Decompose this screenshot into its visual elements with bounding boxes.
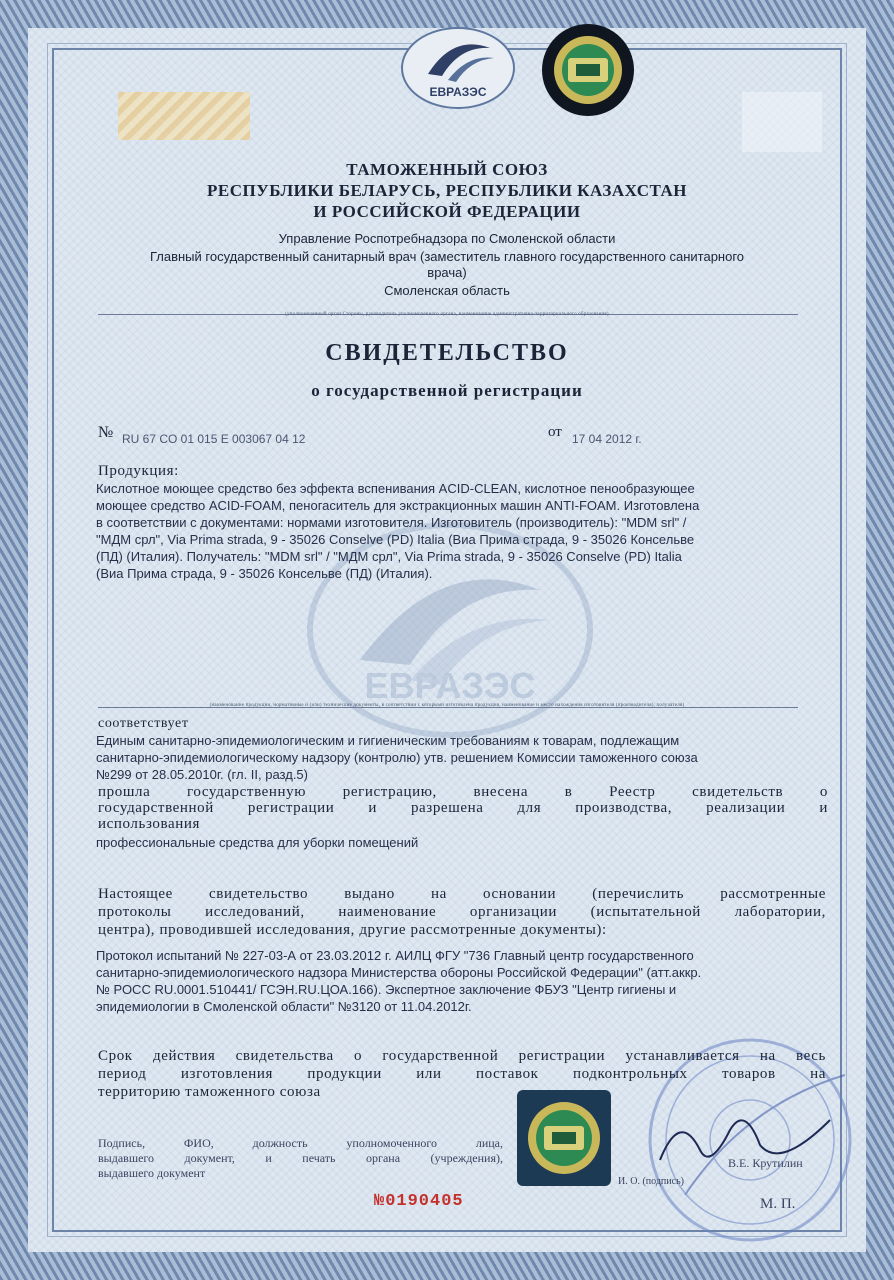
product-line: "МДМ срл", Via Prima strada, 9 - 35026 Conselve (PD) Italia (Виа Прима страда, 9 - 35026 Консельве [96,532,695,547]
protocol-line: санитарно-эпидемиологического надзора Министерства обороны Российской Федерации" (атт.аккр. [96,965,702,980]
compliance-requirements [96,732,836,783]
validity-line2: период изготовления продукции или поставок подконтрольных товаров на [98,1066,826,1082]
signature-line: выдавшего документ, и печать органа (учреждения), [98,1151,503,1165]
document-subtitle: о государственной регистрации [311,381,583,400]
basis-line2: протоколы исследований, наименование организации (испытательной лаборатории, [98,904,826,920]
compliance-label: соответствует [98,716,189,731]
protocol-line: Протокол испытаний № 227-03-А от 23.03.2012 г. АИЛЦ ФГУ "736 Главный центр государственного [96,948,694,963]
protocol-line: № РОСС RU.0001.510441/ ГСЭН.RU.ЦОА.166). Экспертное заключение ФБУЗ "Центр гигиены и [96,982,677,997]
requirement-line: Единым санитарно-эпидемиологическим и гигиеническим требованиям к товарам, подлежащим [96,733,680,748]
basis-line3: центра), проводившей исследования, другие рассмотренные документы): [98,922,607,938]
product-line: Кислотное моющее средство без эффекта вспенивания ACID-CLEAN, кислотное пенообразующее [96,481,695,496]
product-line: (ПД) (Италия). Получатель: "MDM srl" / "МДМ срл", Via Prima strada, 9 - 35026 Conselve (PD) Italia [96,549,682,564]
authority-line3: врача) [427,265,467,280]
svg-text:ЕВРАЗЭС: ЕВРАЗЭС [429,85,487,99]
eac-seal-icon [540,22,636,118]
region: Смоленская область [384,283,510,298]
eurasec-emblem-icon [398,24,518,110]
signature-line: выдавшего документ [98,1166,206,1180]
requirement-line: санитарно-эпидемиологическому надзору (контролю) утв. решением Комиссии таможенного союза [96,750,698,765]
seal-mark: М. П. [760,1196,796,1212]
authority-line2: Главный государственный санитарный врач (заместитель главного государственного санитарного [149,249,745,264]
basis-line1: Настоящее свидетельство выдано на основании (перечислить рассмотренные [98,886,826,902]
product-description [96,480,836,582]
protocol-line: эпидемиологии в Смоленской области" №3120 от 11.04.2012г. [96,999,472,1014]
eac-hologram-icon [517,1090,611,1186]
hologram-strip [118,92,250,140]
authority-line1: Управление Роспотребнадзора по Смоленской области [278,231,616,246]
union-title-line3: И РОССИЙСКОЙ ФЕДЕРАЦИИ [313,202,581,221]
signature-instructions [98,1136,503,1181]
product-line: моющее средство ACID-FOAM, пеногаситель для экстракционных машин ANTI-FOAM. Изготовлена [96,498,700,513]
requirement-line: №299 от 28.05.2010г. (гл. II, разд.5) [96,767,308,782]
signer-name: В.Е. Крутилин [728,1156,803,1170]
validity-line3: территорию таможенного союза [98,1084,321,1100]
number-label: № [98,424,114,441]
document-title: СВИДЕТЕЛЬСТВО [325,340,569,366]
registration-line1: прошла государственную регистрацию, внесена в Реестр свидетельств о [98,784,828,800]
registration-line3: использования [98,816,200,832]
validity-line1: Срок действия свидетельства о государственной регистрации устанавливается на весь [98,1048,826,1064]
union-title-line2: РЕСПУБЛИКИ БЕЛАРУСЬ, РЕСПУБЛИКИ КАЗАХСТАН [207,181,687,200]
date-label: от [548,424,562,440]
security-patch [742,92,822,152]
signature-caption: И. О. (подпись) [618,1176,684,1187]
registration-line2: государственной регистрации и разрешена для производства, реализации и [98,800,828,816]
union-title-line1: ТАМОЖЕННЫЙ СОЮЗ [346,160,548,179]
authority-caption: (уполномоченный орган Стороны, руководитель уполномоченного органа, наименование административно-территориального образования) [285,312,609,317]
certificate-number: RU 67 CO 01 015 E 003067 04 12 [122,432,306,446]
serial-number: №0190405 [374,1192,464,1211]
product-line: в соответствии с документами: нормами изготовителя. Изготовитель (производитель): "MDM srl" / [96,515,687,530]
usage-scope: профессиональные средства для уборки помещений [96,835,419,850]
product-caption: (наименование продукции, нормативные и (или) технические документы, в соответствии с которыми изготовлена продукция, наименование и место нахождения изготовителя (производителя), получателя) [209,703,685,708]
signature-line: Подпись, ФИО, должность уполномоченного лица, [98,1136,503,1150]
certificate-date: 17 04 2012 г. [572,432,642,446]
product-line: (Виа Прима страда, 9 - 35026 Консельве (ПД) (Италия). [96,566,433,581]
protocol-details [96,947,836,1015]
svg-text:ЕВРАЗЭС: ЕВРАЗЭС [364,665,536,706]
product-label: Продукция: [98,463,179,479]
